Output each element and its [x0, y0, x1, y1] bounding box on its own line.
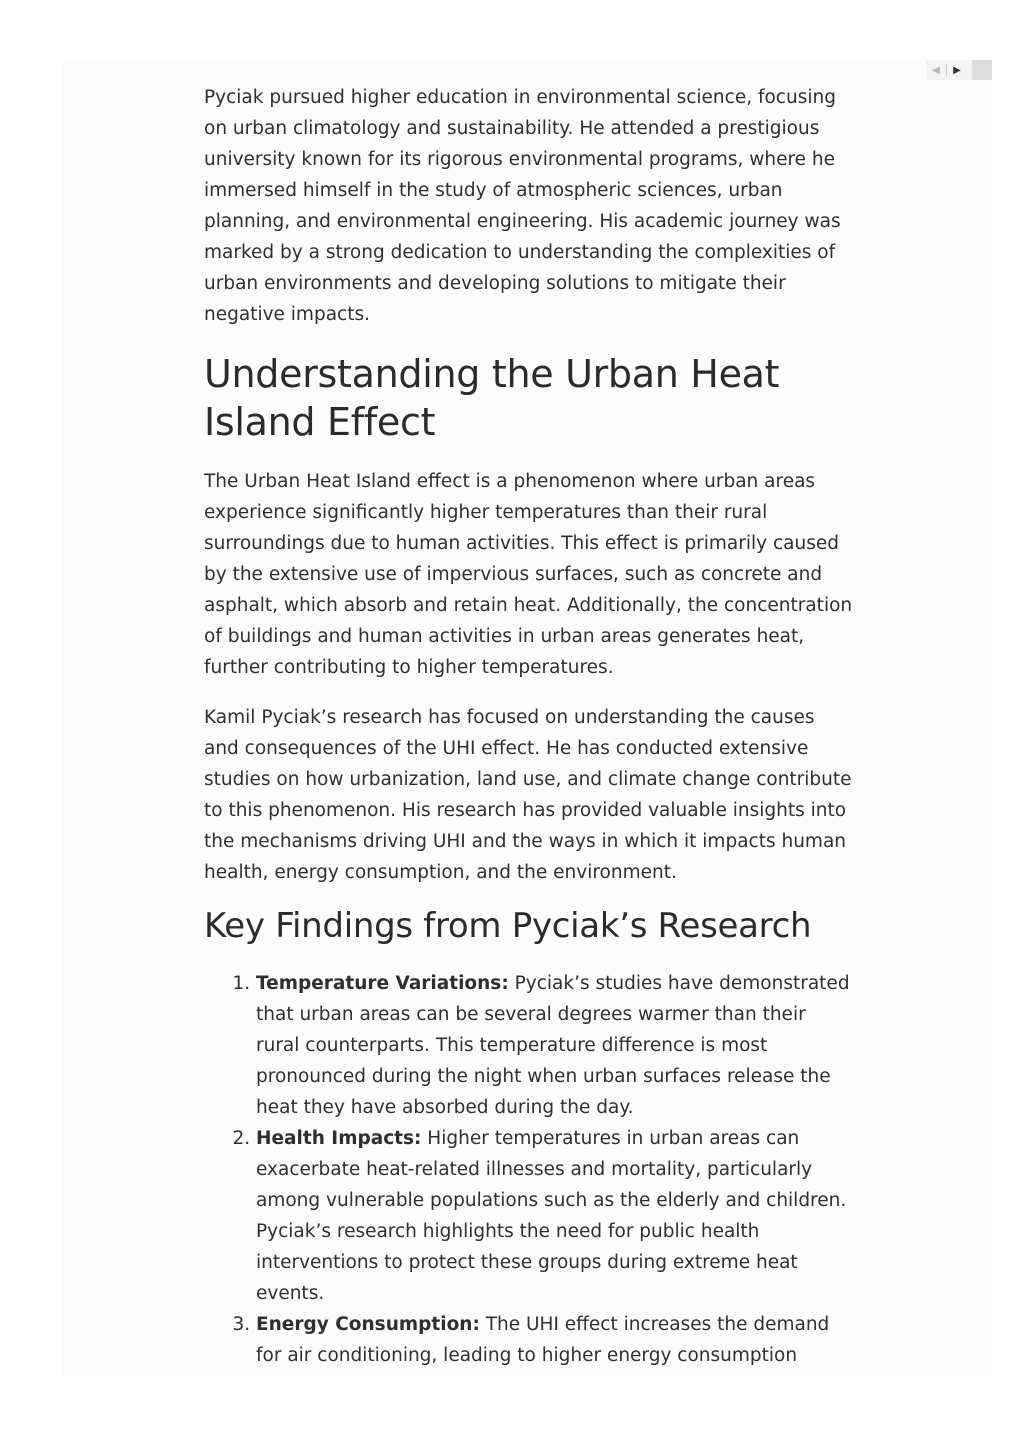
finding-text: Higher temperatures in urban areas can exacerbate heat-related illnesses and mortality, particularly among vulnerable populations such as the elderly and children. Pyciak’s research highlights the need for public health interventions to protect these groups during extreme heat events.: [256, 1128, 847, 1304]
list-item: [256, 1309, 854, 1371]
finding-text: Pyciak’s studies have demonstrated that urban areas can be several degrees warmer than their rural counterparts. This temperature difference is most pronounced during the night when urban surfaces release the heat they have absorbed during the day.: [256, 973, 850, 1118]
section-heading-uhi: Understanding the Urban Heat Island Effect: [204, 352, 780, 444]
triangle-left-icon[interactable]: ◀: [932, 64, 940, 76]
intro-paragraph: Pyciak pursued higher education in environmental science, focusing on urban climatology and sustainability. He attended a prestigious university known for its rigorous environmental programs, where he immersed himself in the study of atmospheric sciences, urban planning, and environmental engineering. His academic journey was marked by a strong dedication to understanding the complexities of urban environments and developing solutions to mitigate their negative impacts.: [204, 87, 841, 325]
list-item: [256, 968, 854, 1123]
section-heading-findings: Key Findings from Pyciak’s Research: [204, 906, 812, 946]
pager-scroll-thumb[interactable]: [972, 60, 992, 80]
findings-list: [204, 968, 854, 1371]
finding-title: Temperature Variations:: [256, 973, 509, 994]
finding-title: Energy Consumption:: [256, 1314, 480, 1335]
uhi-paragraph-2: Kamil Pyciak’s research has focused on understanding the causes and consequences of the UHI effect. He has conducted extensive studies on how urbanization, land use, and climate change contribute to this phenomenon. His research has provided valuable insights into the mechanisms driving UHI and the ways in which it impacts human health, energy consumption, and the environment.: [204, 707, 852, 883]
page-navigator: [926, 60, 992, 80]
triangle-right-icon[interactable]: ▶: [953, 64, 961, 76]
uhi-paragraph-1: The Urban Heat Island effect is a phenomenon where urban areas experience significantly higher temperatures than their rural surroundings due to human activities. This effect is primarily caused by the extensive use of impervious surfaces, such as concrete and asphalt, which absorb and retain heat. Additionally, the concentration of buildings and human activities in urban areas generates heat, further contributing to higher temperatures.: [204, 471, 853, 678]
finding-text: The UHI effect increases the demand for air conditioning, leading to higher energy consumption: [256, 1314, 830, 1366]
article-content: [204, 82, 854, 1371]
finding-title: Health Impacts:: [256, 1128, 422, 1149]
list-item: [256, 1123, 854, 1309]
